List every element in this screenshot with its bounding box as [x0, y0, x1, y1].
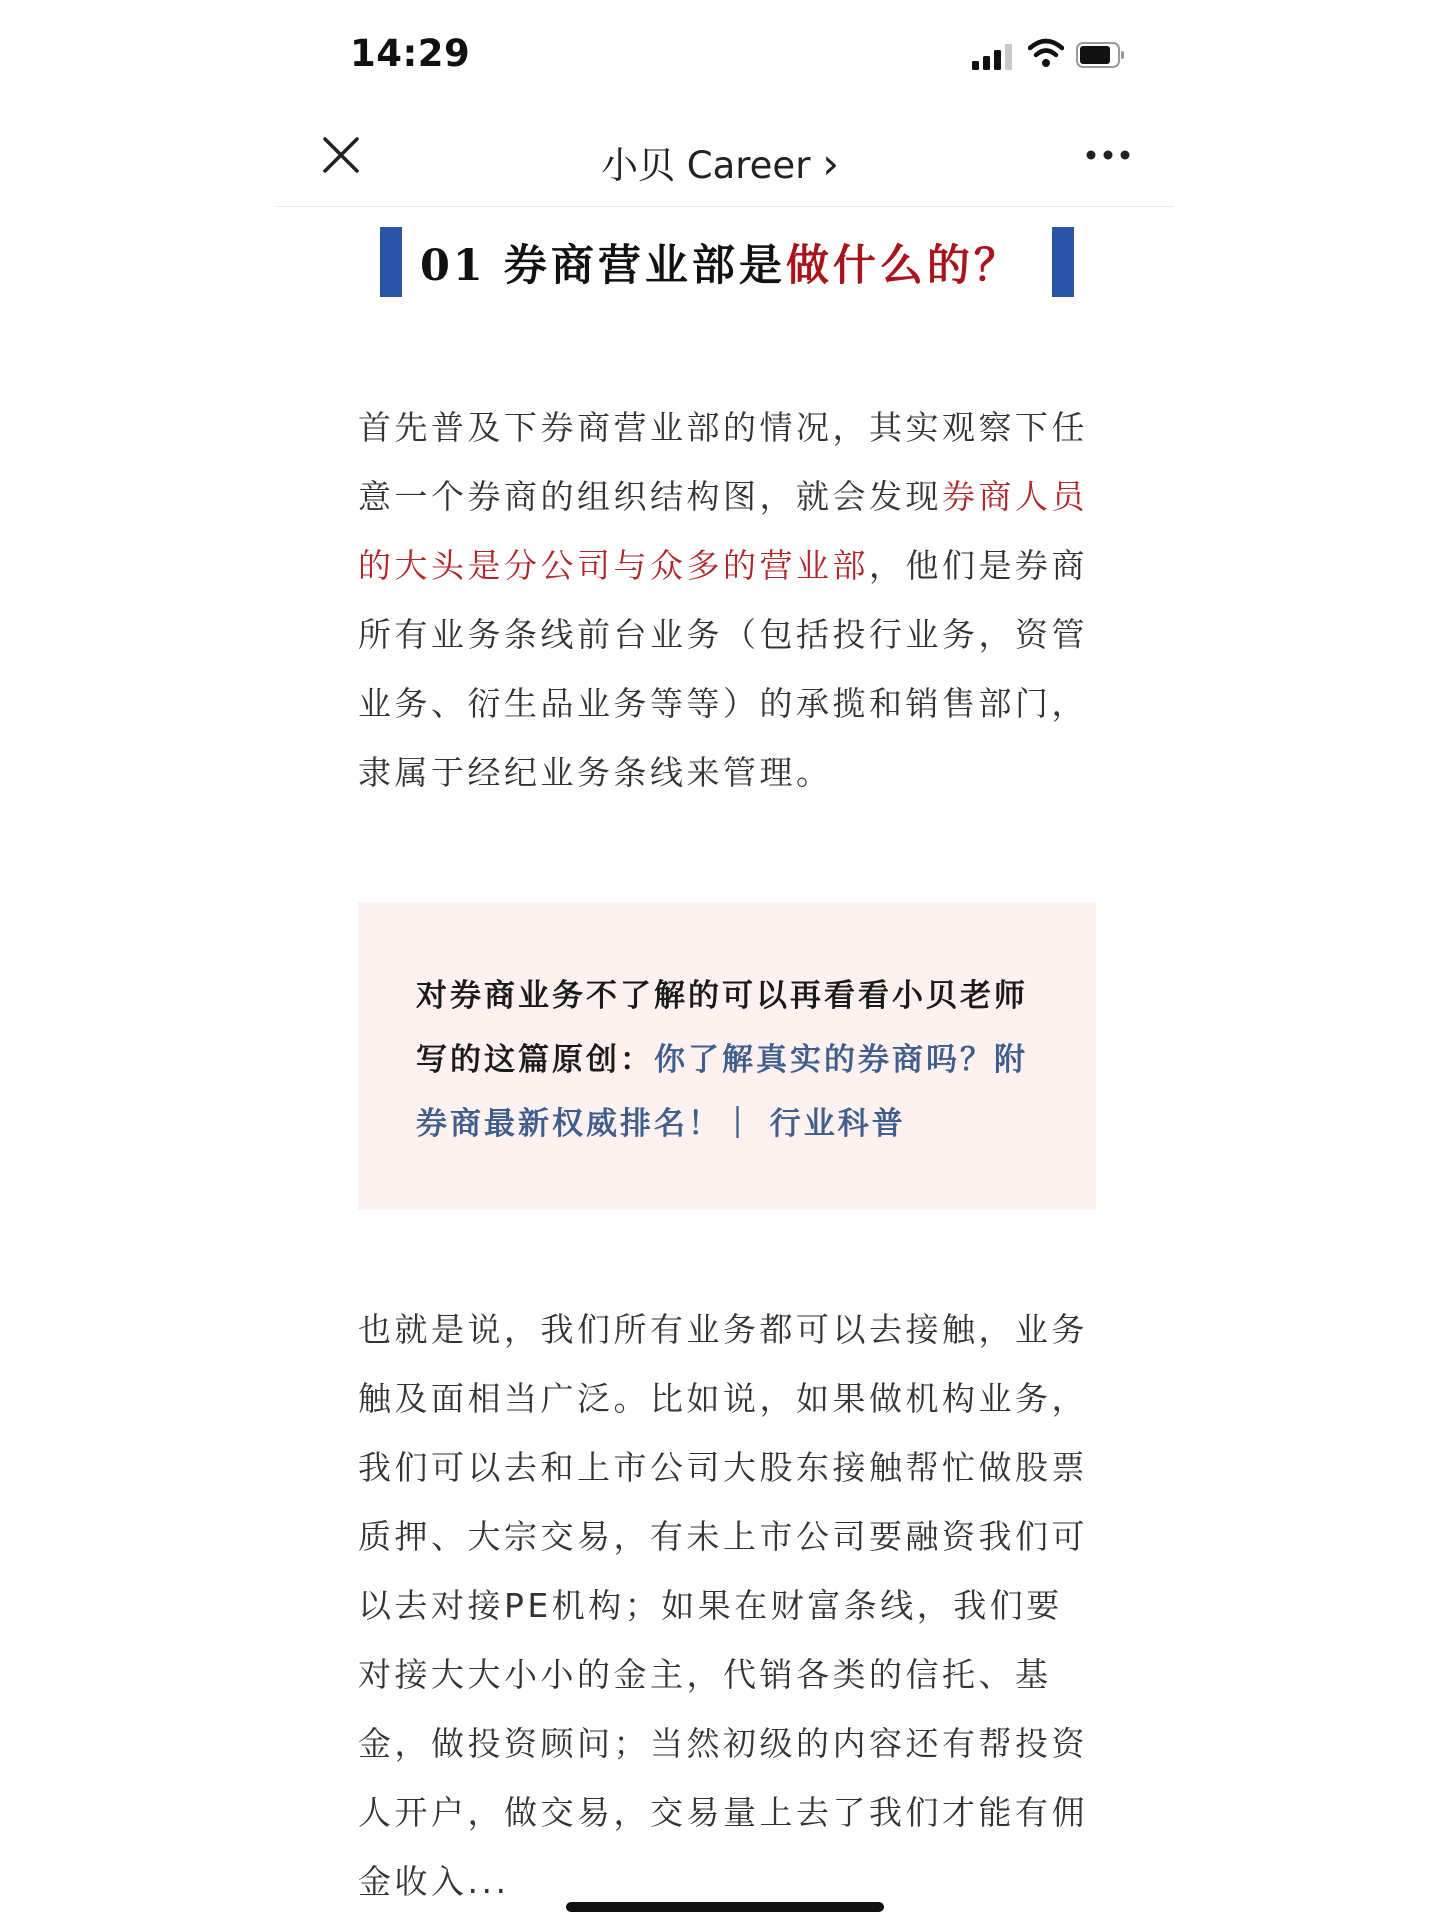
battery-icon	[1076, 42, 1126, 68]
para2-line: 质押、大宗交易，有未上市公司要融资我们可	[358, 1517, 1088, 1556]
status-time: 14:29	[350, 32, 471, 75]
nav-divider	[276, 206, 1174, 207]
more-options-icon[interactable]	[1086, 150, 1130, 160]
heading-left-bar	[380, 227, 402, 297]
para1-line: 所有业务条线前台业务（包括投行业务，资管	[358, 615, 1088, 654]
para2-line: 我们可以去和上市公司大股东接触帮忙做股票	[358, 1448, 1088, 1487]
close-icon[interactable]	[322, 136, 360, 174]
para2-line: 金，做投资顾问；当然初级的内容还有帮投资	[358, 1724, 1088, 1763]
chevron-right-icon: ›	[822, 139, 839, 188]
para2-line: 对接大大小小的金主，代销各类的信托、基	[358, 1655, 1052, 1694]
account-name: 小贝 Career	[601, 144, 811, 187]
para2-line: 也就是说，我们所有业务都可以去接触，业务	[358, 1310, 1088, 1349]
para2-line: 人开户，做交易，交易量上去了我们才能有佣	[358, 1793, 1088, 1832]
recommendation-box	[358, 902, 1096, 1210]
account-name-link[interactable]	[520, 135, 920, 189]
para1-line: 隶属于经纪业务条线来管理。	[358, 753, 833, 792]
heading-right-bar	[1052, 227, 1074, 297]
home-indicator[interactable]	[566, 1902, 884, 1912]
para1-line: 业务、衍生品业务等等）的承揽和销售部门，	[358, 684, 1088, 723]
section-heading	[420, 232, 1021, 293]
para1-line: 意一个券商的组织结构图，就会发现券商人员	[358, 477, 1088, 516]
heading-number: 01	[420, 241, 486, 291]
para2-line: 触及面相当广泛。比如说，如果做机构业务，	[358, 1379, 1088, 1418]
note-line: 对券商业务不了解的可以再看看小贝老师	[416, 978, 1028, 1014]
intro-paragraph	[358, 393, 1098, 807]
para1-line: 首先普及下券商营业部的情况，其实观察下任	[358, 408, 1088, 447]
para2-line: 以去对接PE机构；如果在财富条线，我们要	[358, 1586, 1063, 1625]
body-paragraph	[358, 1295, 1098, 1916]
para1-line: 的大头是分公司与众多的营业部，他们是券商	[358, 546, 1088, 585]
cellular-signal-icon	[972, 44, 1016, 70]
heading-text-red: 做什么的？	[785, 241, 1021, 291]
note-line: 写的这篇原创：你了解真实的券商吗？附	[416, 1042, 1028, 1078]
para2-line: 金收入...	[358, 1862, 510, 1901]
article-link-continued[interactable]: 券商最新权威排名！｜ 行业科普	[416, 1106, 906, 1142]
article-link[interactable]: 你了解真实的券商吗？附	[654, 1042, 1028, 1078]
heading-text: 券商营业部是	[503, 241, 786, 291]
wifi-icon	[1028, 38, 1064, 68]
